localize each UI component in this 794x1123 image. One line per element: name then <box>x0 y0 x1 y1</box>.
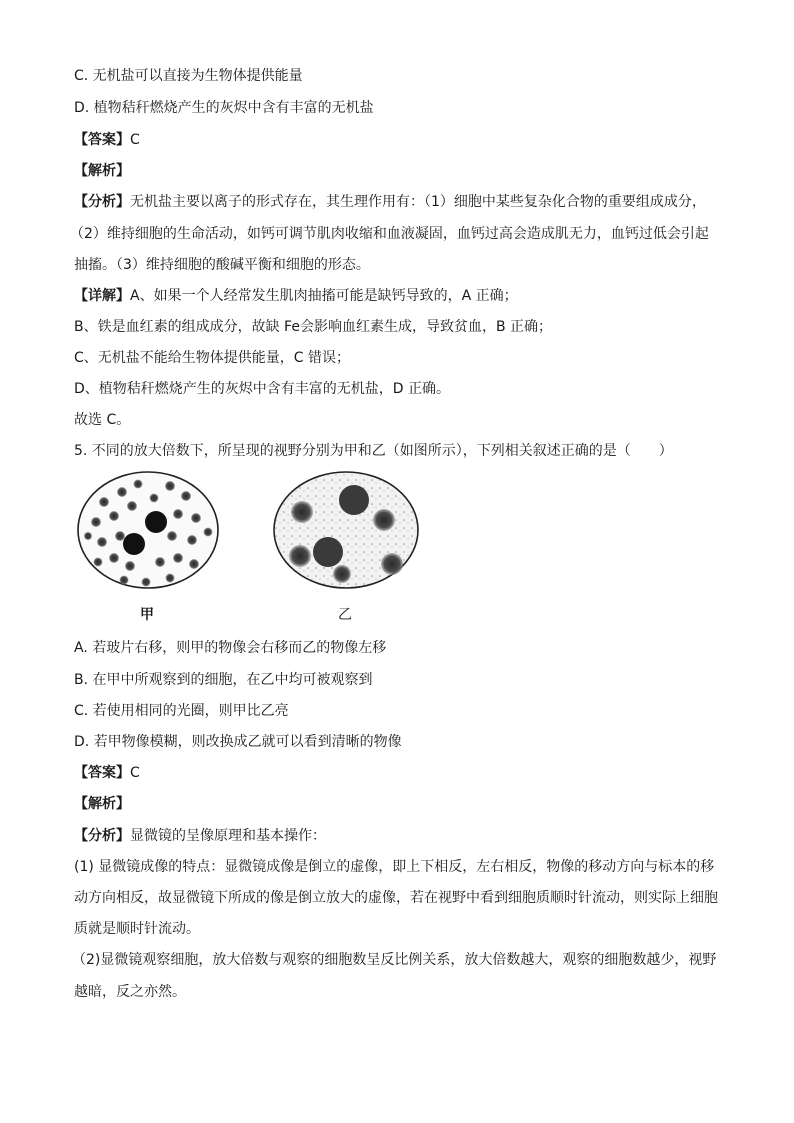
q5-point1-line3: 质就是顺时针流动。 <box>74 921 200 937</box>
q4-conclusion: 故选 C。 <box>74 412 131 428</box>
q5-point2-line2: 越暗，反之亦然。 <box>74 984 186 1000</box>
detail-tag: 【详解】 <box>74 288 130 304</box>
answer-tag: 【答案】 <box>74 132 130 148</box>
q4-detail-d: D、植物秸秆燃烧产生的灰烬中含有丰富的无机盐，D 正确。 <box>74 381 451 397</box>
microscope-fields-svg <box>74 470 434 630</box>
field-jia <box>78 472 218 588</box>
q5-point1-line1: (1) 显微镜成像的特点：显微镜成像是倒立的虚像，即上下相反，左右相反，物像的移动方向与标本的移 <box>74 859 715 875</box>
detail-a-text: A、如果一个人经常发生肌肉抽搐可能是缺钙导致的，A 正确； <box>130 288 518 304</box>
answer-value: C <box>130 132 140 148</box>
analysis-tag: 【分析】 <box>74 194 130 210</box>
q5-option-c: C. 若使用相同的光圈，则甲比乙亮 <box>74 703 289 719</box>
q5-analysis-intro <box>74 826 326 846</box>
analysis-tag: 【分析】 <box>74 828 130 844</box>
q4-analysis-line-3: 抽搐。（3）维持细胞的酸碱平衡和细胞的形态。 <box>74 257 370 273</box>
q4-analysis-line-2: （2）维持细胞的生命活动，如钙可调节肌肉收缩和血液凝固，血钙过高会造成肌无力，血钙过低会引起 <box>70 226 709 242</box>
analysis-text: 无机盐主要以离子的形式存在，其生理作用有：（1）细胞中某些复杂化合物的重要组成成分， <box>130 194 706 210</box>
q4-detail-c: C、无机盐不能给生物体提供能量，C 错误； <box>74 350 350 366</box>
q5-option-a: A. 若玻片右移，则甲的物像会右移而乙的物像左移 <box>74 640 387 656</box>
answer-value: C <box>130 765 140 781</box>
microscope-fields-figure <box>74 470 434 630</box>
q5-option-d: D. 若甲物像模糊，则改换成乙就可以看到清晰的物像 <box>74 734 402 750</box>
q5-option-b: B. 在甲中所观察到的细胞，在乙中均可被观察到 <box>74 672 373 688</box>
q5-stem: 5. 不同的放大倍数下，所呈现的视野分别为甲和乙（如图所示），下列相关叙述正确的是（ ） <box>74 443 673 459</box>
q4-detail-b: B、铁是血红素的组成成分，故缺 Fe会影响血红素生成，导致贫血，B 正确； <box>74 319 553 335</box>
field-yi <box>274 472 418 588</box>
q4-analysis-heading: 【解析】 <box>74 163 130 179</box>
q4-detail-a <box>74 286 518 306</box>
answer-tag: 【答案】 <box>74 765 130 781</box>
analysis-intro-text: 显微镜的呈像原理和基本操作： <box>130 828 326 844</box>
label-jia: 甲 <box>140 607 154 623</box>
q5-analysis-heading: 【解析】 <box>74 796 130 812</box>
label-yi: 乙 <box>338 607 352 623</box>
q4-option-c: C. 无机盐可以直接为生物体提供能量 <box>74 68 303 84</box>
q5-point1-line2: 动方向相反，故显微镜下所成的像是倒立放大的虚像，若在视野中看到细胞质顺时针流动，则实际上细胞 <box>74 890 718 906</box>
q4-option-d: D. 植物秸秆燃烧产生的灰烬中含有丰富的无机盐 <box>74 100 374 116</box>
q4-answer-line <box>74 130 140 150</box>
q4-analysis-line-1 <box>74 192 706 212</box>
q5-point2-line1: （2)显微镜观察细胞，放大倍数与观察的细胞数呈反比例关系，放大倍数越大，观察的细胞数越少，视野 <box>72 952 717 968</box>
q5-answer-line <box>74 763 140 783</box>
